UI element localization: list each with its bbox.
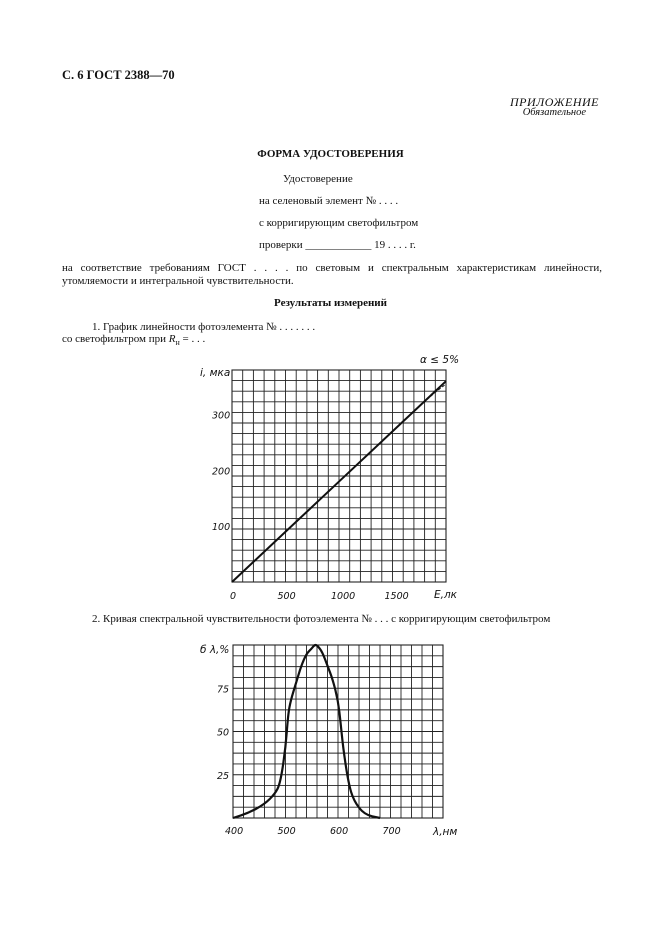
linearity-x-tick: 500 (277, 591, 296, 602)
resistance-symbol: R (168, 333, 176, 345)
results-title: Результаты измерений (274, 297, 387, 309)
spectral-x-tick: 500 (277, 826, 296, 837)
spectral-y-tick: 50 (217, 727, 230, 739)
item1-text: 1. График линейности фотоэлемента № . . . . . . . (92, 321, 316, 333)
linearity-y-label: i, мка (200, 367, 231, 379)
linearity-y-tick: 200 (212, 466, 231, 478)
spectral-x-tick: 700 (382, 826, 401, 837)
linearity-chart (200, 354, 459, 602)
linearity-y-tick: 300 (212, 410, 231, 422)
spectral-x-tick: 400 (225, 826, 244, 837)
resistance-subscript: н (175, 338, 180, 348)
appendix-label: ПРИЛОЖЕНИЕ (510, 95, 599, 109)
linearity-deviation-line (419, 384, 446, 406)
compliance-paragraph: на соответствие требованиям ГОСТ . . . . по световым и спектральным характеристикам линейности, утомляемости и интегральной чувствительности. (62, 262, 602, 287)
linearity-x-tick: 1500 (384, 591, 409, 602)
item2-text: 2. Кривая спектральной чувствительности фотоэлемента № . . . с корригирующим светофильтром (92, 613, 551, 625)
spectral-x-tick: 600 (330, 826, 349, 837)
linearity-x-label: E,лк (434, 589, 458, 601)
linearity-grid (232, 370, 446, 582)
spectral-y-tick: 25 (217, 770, 230, 782)
spectral-y-tick: 75 (217, 684, 230, 696)
page-reference: С. 6 ГОСТ 2388—70 (62, 68, 175, 82)
linearity-x-tick: 0 (230, 591, 237, 602)
certificate-word: Удостоверение (283, 173, 353, 185)
linearity-x-tick: 1000 (331, 591, 356, 602)
linearity-annotation: α ≤ 5% (420, 354, 460, 366)
spectral-chart (200, 644, 457, 838)
appendix-note: Обязательное (522, 107, 586, 118)
filter-line: с корригирующим светофильтром (259, 217, 419, 229)
linearity-y-tick: 100 (212, 522, 231, 534)
spectral-grid (233, 645, 443, 818)
item1-suffix: = . . . (179, 333, 206, 345)
check-date-line: проверки ____________ 19 . . . . г. (259, 239, 416, 251)
spectral-x-label: λ,нм (433, 826, 458, 838)
form-title: ФОРМА УДОСТОВЕРЕНИЯ (257, 148, 404, 160)
item1-prefix: со светофильтром при (62, 333, 169, 345)
spectral-y-label: б λ,% (200, 644, 230, 656)
element-number-line: на селеновый элемент № . . . . (259, 195, 399, 207)
